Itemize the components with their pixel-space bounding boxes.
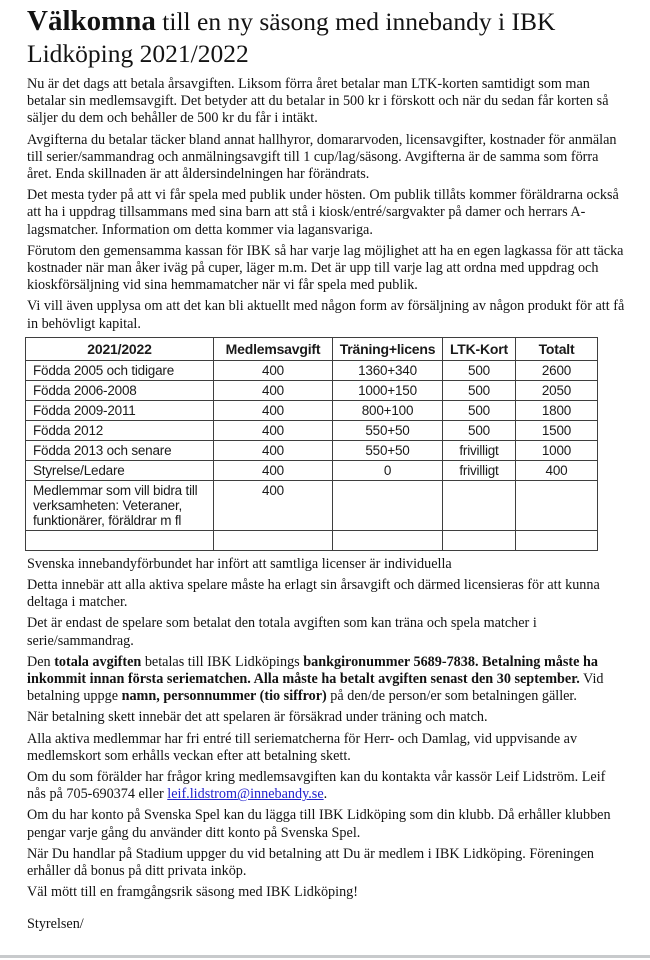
table-cell <box>333 530 443 550</box>
info-paragraphs <box>27 556 626 902</box>
text-run: på den/de person/er som betalningen gäller. <box>326 688 577 705</box>
bold-text-run: namn, personnummer (tio siffror) <box>121 688 327 705</box>
table-cell: 400 <box>516 460 598 480</box>
table-cell: 1360+340 <box>333 360 443 380</box>
table-cell: 0 <box>333 460 443 480</box>
document-page <box>27 5 626 933</box>
table-cell: 400 <box>214 400 333 420</box>
table-cell: 800+100 <box>333 400 443 420</box>
text-run: Nu är det dags att betala årsavgiften. Liksom förra året betalar man LTK-korten samtidigt som man betalar sin medlemsavgift. Det betyder att du betalar in 500 kr i förskott och när du sedan får korten så säljer du dem och behåller de 500 kr du får i intäkt. <box>27 76 609 127</box>
text-run: Vid betalning uppge <box>27 671 604 705</box>
table-cell: 500 <box>443 420 516 440</box>
table-header-cell: 2021/2022 <box>26 337 214 360</box>
text-run: Vi vill även upplysa om att det kan bli aktuellt med någon form av försäljning av någon produkt för att få in behövligt kapital. <box>27 298 625 332</box>
intro-paragraphs <box>27 76 626 333</box>
table-cell <box>443 480 516 530</box>
text-run: När betalning skett innebär det att spelaren är försäkrad under träning och match. <box>27 709 488 726</box>
table-cell: Födda 2012 <box>26 420 214 440</box>
paragraph <box>27 556 626 573</box>
text-run: Det mesta tyder på att vi får spela med publik under hösten. Om publik tillåts kommer föräldrarna också att ha i uppdrag tillsammans med sina barn att stå i kiosk/entré/sargvakter på damer och herrars A-lagsmatcher. Information om detta kommer via lagansvariga. <box>27 187 619 238</box>
text-run: Alla aktiva medlemmar har fri entré till seriematcherna för Herr- och Damlag, vid uppvisande av medlemskort som erhålls veckan efter att betalning skett. <box>27 730 578 764</box>
table-cell: 400 <box>214 380 333 400</box>
table-header-cell: Medlemsavgift <box>214 337 333 360</box>
table-cell: 400 <box>214 480 333 530</box>
text-run: När Du handlar på Stadium uppger du vid betalning att Du är medlem i IBK Lidköping. Föreningen erhåller då bonus på ditt privata inköp. <box>27 845 594 880</box>
table-row <box>26 420 598 440</box>
table-cell: 1000 <box>516 440 598 460</box>
paragraph <box>27 731 626 765</box>
table-cell <box>214 530 333 550</box>
table-cell: Födda 2005 och tidigare <box>26 360 214 380</box>
text-run: Svenska innebandyförbundet har infört att samtliga licenser är individuella <box>27 555 452 572</box>
table-row <box>26 480 598 530</box>
paragraph <box>27 615 626 649</box>
table-cell: 400 <box>214 360 333 380</box>
table-cell: frivilligt <box>443 440 516 460</box>
paragraph <box>27 709 626 726</box>
table-header-cell: Träning+licens <box>333 337 443 360</box>
table-row <box>26 530 598 550</box>
paragraph <box>27 807 626 841</box>
fees-table-body <box>26 360 598 550</box>
table-header-cell: LTK-Kort <box>443 337 516 360</box>
table-cell: 500 <box>443 380 516 400</box>
table-cell: 1800 <box>516 400 598 420</box>
paragraph <box>27 654 626 706</box>
bold-text-run: bankgironummer 5689-7838. Betalning måste ha inkommit innan första seriematchen. Alla måste ha betalt avgiften senast den 30 september. <box>27 653 598 688</box>
text-run: Detta innebär att alla aktiva spelare måste ha erlagt sin årsavgift och därmed licensieras för att kunna deltaga i matcher. <box>27 577 600 611</box>
table-cell: 1000+150 <box>333 380 443 400</box>
table-cell <box>443 530 516 550</box>
table-cell: 1500 <box>516 420 598 440</box>
table-row <box>26 360 598 380</box>
paragraph <box>27 769 626 803</box>
table-cell <box>516 530 598 550</box>
text-run: Väl mött till en framgångsrik säsong med IBK Lidköping! <box>27 884 358 901</box>
bottom-edge-bar <box>0 955 650 958</box>
table-header-cell: Totalt <box>516 337 598 360</box>
text-run: Förutom den gemensamma kassan för IBK så har varje lag möjlighet att ha en egen lagkassa för att täcka kostnader när man åker iväg på cuper, läger m.m. Det är upp till varje lag att ordna med uppdrag och kioskförsäljning vid sina hemmamatcher när vi får spela med publik. <box>27 242 624 294</box>
table-cell: frivilligt <box>443 460 516 480</box>
paragraph <box>27 243 626 295</box>
table-cell: 500 <box>443 360 516 380</box>
email-link[interactable]: leif.lidstrom@innebandy.se <box>167 786 324 803</box>
title-rest: till en ny säsong med innebandy i IBK Lidköping 2021/2022 <box>27 7 556 68</box>
table-cell <box>26 530 214 550</box>
bold-text-run: totala avgiften <box>54 653 142 670</box>
table-cell: 2050 <box>516 380 598 400</box>
table-cell <box>516 480 598 530</box>
paragraph <box>27 187 626 239</box>
text-run: betalas till IBK Lidköpings <box>141 653 304 670</box>
title-lead: Välkomna <box>27 5 156 37</box>
text-run: Det är endast de spelare som betalat den totala avgiften som kan träna och spela matcher i serie/sammandrag. <box>27 615 537 649</box>
table-cell: Födda 2009-2011 <box>26 400 214 420</box>
paragraph <box>27 76 626 128</box>
signature: Styrelsen/ <box>27 915 84 932</box>
table-cell: Födda 2013 och senare <box>26 440 214 460</box>
table-cell: 400 <box>214 420 333 440</box>
paragraph <box>27 132 626 184</box>
page-title <box>27 5 626 70</box>
text-run: Den <box>27 653 55 670</box>
fees-table <box>25 337 598 551</box>
table-row <box>26 460 598 480</box>
table-cell: Medlemmar som vill bidra till verksamheten: Veteraner, funktionärer, föräldrar m fl <box>26 480 214 530</box>
paragraph <box>27 298 626 332</box>
table-cell: 400 <box>214 440 333 460</box>
table-cell <box>333 480 443 530</box>
text-run: Om du som förälder har frågor kring medlemsavgiften kan du kontakta vår kassör Leif Lidström. Leif nås på 705-690374 eller <box>27 769 606 803</box>
table-row <box>26 380 598 400</box>
text-run: Avgifterna du betalar täcker bland annat hallhyror, domararvoden, licensavgifter, kostnader för anmälan till serier/sammandrag och anmälningsavgift till 1 cup/lag/säsong. Avgifterna är de samma som förra året. Enda skillnaden är att åldersindelningen har förändrats. <box>27 131 617 183</box>
paragraph <box>27 884 626 901</box>
text-run: Om du har konto på Svenska Spel kan du lägga till IBK Lidköping som din klubb. Då erhåller klubben pengar varje gång du använder ditt konto på Svenska Spel. <box>27 807 611 841</box>
table-cell: 500 <box>443 400 516 420</box>
table-row <box>26 440 598 460</box>
fees-table-header-row <box>26 337 598 360</box>
paragraph <box>27 846 626 880</box>
table-cell: Styrelse/Ledare <box>26 460 214 480</box>
table-row <box>26 400 598 420</box>
paragraph <box>27 577 626 611</box>
table-cell: 400 <box>214 460 333 480</box>
table-cell: 2600 <box>516 360 598 380</box>
text-run: . <box>323 786 328 803</box>
table-cell: Födda 2006-2008 <box>26 380 214 400</box>
table-cell: 550+50 <box>333 440 443 460</box>
table-cell: 550+50 <box>333 420 443 440</box>
